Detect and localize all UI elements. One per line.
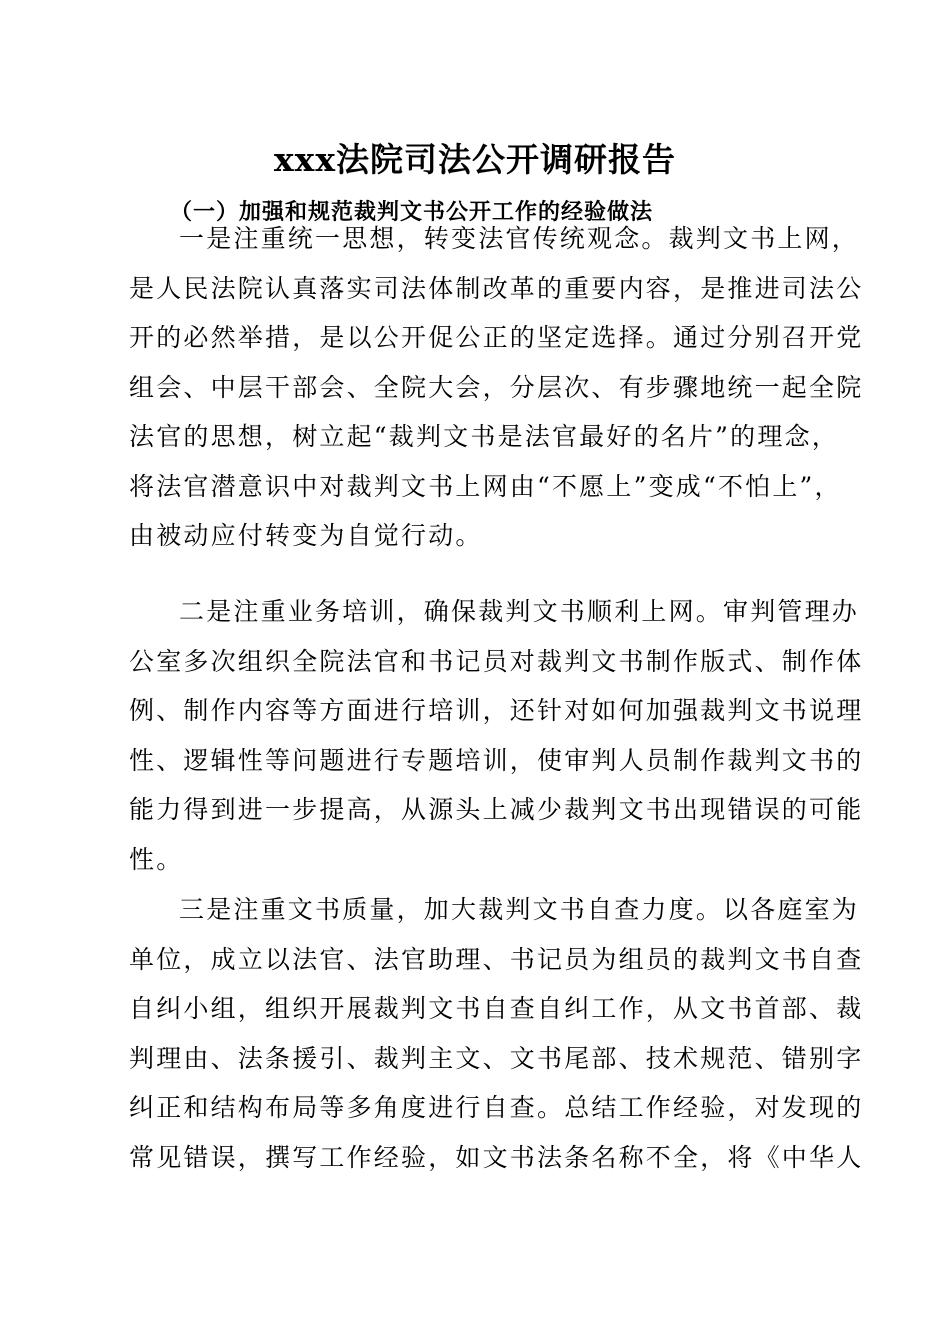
paragraph-line: 二是注重业务培训，确保裁判文书顺利上网。审判管理办 (179, 597, 860, 626)
paragraph-line: 由被动应付转变为自觉行动。 (129, 521, 483, 550)
document-title: xxx法院司法公开调研报告 (273, 140, 677, 179)
paragraph-3 (129, 885, 864, 1182)
paragraph-line: 开的必然举措，是以公开促公正的坚定选择。通过分别召开党 (129, 323, 864, 352)
paragraph-line: 组会、中层干部会、全院大会，分层次、有步骤地统一起全院 (129, 372, 864, 402)
paragraph-line: 三是注重文书质量，加大裁判文书自查力度。以各庭室为 (179, 895, 860, 924)
paragraph-line: 将法官潜意识中对裁判文书上网由“不愿上”变成“不怕上”， (129, 471, 842, 501)
paragraph-line: 判理由、法条援引、裁判主文、文书尾部、技术规范、错别字 (129, 1043, 864, 1073)
paragraph-line: 自纠小组，组织开展裁判文书自查自纠工作，从文书首部、裁 (129, 994, 864, 1023)
paragraph-line: 法官的思想，树立起“裁判文书是法官最好的名片”的理念， (129, 422, 839, 451)
paragraph-line: 单位，成立以法官、法官助理、书记员为组员的裁判文书自查 (129, 944, 864, 974)
section-heading: （一）加强和规范裁判文书公开工作的经验做法 (170, 200, 654, 225)
paragraph-line: 性、逻辑性等问题进行专题培训，使审判人员制作裁判文书的 (129, 745, 864, 775)
paragraph-2 (129, 587, 864, 884)
paragraph-line: 是人民法院认真落实司法体制改革的重要内容，是推进司法公 (129, 273, 864, 303)
paragraph-line: 公室多次组织全院法官和书记员对裁判文书制作版式、制作体 (129, 646, 864, 676)
paragraph-line: 能力得到进一步提高，从源头上减少裁判文书出现错误的可能 (129, 795, 864, 824)
paragraph-1 (129, 214, 864, 561)
paragraph-line: 纠正和结构布局等多角度进行自查。总结工作经验，对发现的 (129, 1093, 864, 1122)
paragraph-line: 常见错误，撰写工作经验，如文书法条名称不全，将《中华人 (129, 1142, 864, 1172)
paragraph-line: 性。 (129, 844, 184, 874)
paragraph-line: 例、制作内容等方面进行培训，还针对如何加强裁判文书说理 (129, 696, 864, 725)
paragraph-line: 一是注重统一思想，转变法官传统观念。裁判文书上网， (179, 224, 860, 253)
